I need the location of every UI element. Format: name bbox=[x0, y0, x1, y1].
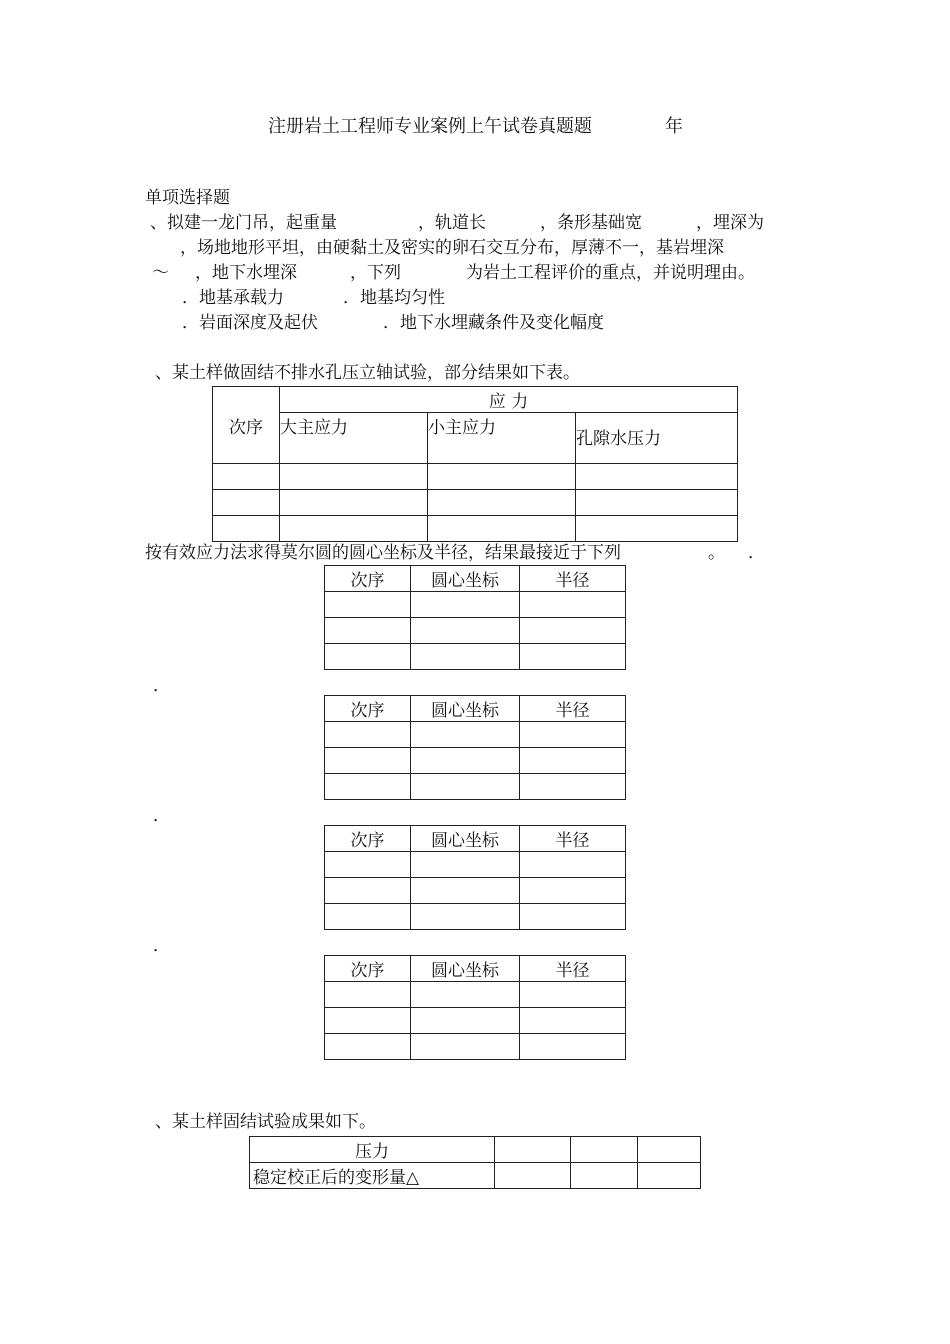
table-row bbox=[213, 490, 738, 516]
table-row bbox=[325, 592, 626, 618]
q3-intro: 、某土样固结试验成果如下。 bbox=[155, 1112, 376, 1132]
q2-stress-table bbox=[212, 386, 738, 542]
q2-col-group-stress: 应 力 bbox=[280, 387, 738, 413]
header-center: 圆心坐标 bbox=[411, 826, 520, 852]
table-row bbox=[325, 722, 626, 748]
q2-option-marker-b: ． bbox=[153, 676, 170, 696]
q2-option-marker-c: ． bbox=[153, 806, 170, 826]
section-heading: 单项选择题 bbox=[145, 188, 230, 208]
q1-line3-c: ，下列 bbox=[350, 263, 401, 283]
q1-option-b: ．地基均匀性 bbox=[343, 288, 445, 308]
q3-consolidation-table bbox=[249, 1136, 701, 1189]
q2-option-table-d bbox=[324, 955, 626, 1060]
q1-line1-d: ，埋深为 bbox=[696, 213, 764, 233]
q2-option-table-a bbox=[324, 565, 626, 670]
table-row bbox=[325, 1008, 626, 1034]
table-row bbox=[213, 464, 738, 490]
q2-option-marker-a: ． bbox=[748, 543, 765, 563]
header-radius: 半径 bbox=[520, 956, 626, 982]
q1-line1-b: ，轨道长 bbox=[418, 213, 486, 233]
q3-row-deformation: 稳定校正后的变形量△ bbox=[250, 1163, 495, 1189]
header-center: 圆心坐标 bbox=[411, 956, 520, 982]
q1-line3-b: ，地下水埋深 bbox=[195, 263, 297, 283]
q1-line3-a: ～ bbox=[152, 263, 169, 283]
header-order: 次序 bbox=[325, 566, 411, 592]
q1-option-a: ．地基承载力 bbox=[182, 288, 284, 308]
q2-col-order: 次序 bbox=[213, 387, 280, 464]
q1-line2: ，场地地形平坦，由硬黏土及密实的卵石交互分布，厚薄不一，基岩埋深 bbox=[180, 238, 724, 258]
header-order: 次序 bbox=[325, 956, 411, 982]
q1-option-d: ．地下水埋藏条件及变化幅度 bbox=[383, 313, 604, 333]
table-row bbox=[325, 774, 626, 800]
q2-question-end: 。 bbox=[708, 543, 725, 563]
header-center: 圆心坐标 bbox=[411, 566, 520, 592]
q2-intro: 、某土样做固结不排水孔压立轴试验，部分结果如下表。 bbox=[155, 363, 580, 383]
q1-line1-a: 、拟建一龙门吊，起重量 bbox=[150, 213, 337, 233]
q1-option-c: ．岩面深度及起伏 bbox=[182, 313, 318, 333]
q2-col-major: 大主应力 bbox=[280, 413, 428, 464]
q1-line3-d: 为岩土工程评价的重点，并说明理由。 bbox=[466, 263, 755, 283]
q3-row-pressure: 压力 bbox=[250, 1137, 495, 1163]
header-radius: 半径 bbox=[520, 566, 626, 592]
q2-question: 按有效应力法求得莫尔圆的圆心坐标及半径，结果最接近于下列 bbox=[145, 543, 621, 563]
header-radius: 半径 bbox=[520, 696, 626, 722]
header-order: 次序 bbox=[325, 696, 411, 722]
table-row bbox=[325, 878, 626, 904]
table-row bbox=[325, 852, 626, 878]
table-row bbox=[325, 1034, 626, 1060]
table-row bbox=[213, 516, 738, 542]
header-radius: 半径 bbox=[520, 826, 626, 852]
q1-line1-c: ，条形基础宽 bbox=[540, 213, 642, 233]
header-center: 圆心坐标 bbox=[411, 696, 520, 722]
table-row bbox=[325, 644, 626, 670]
q2-option-marker-d: ． bbox=[153, 936, 170, 956]
q2-col-minor: 小主应力 bbox=[428, 413, 576, 464]
page-title: 注册岩土工程师专业案例上午试卷真题题 bbox=[268, 116, 592, 137]
page-title-year: 年 bbox=[665, 116, 683, 137]
q2-option-table-c bbox=[324, 825, 626, 930]
q2-option-table-b bbox=[324, 695, 626, 800]
q2-col-pore: 孔隙水压力 bbox=[576, 413, 738, 464]
table-row bbox=[325, 904, 626, 930]
table-row bbox=[325, 982, 626, 1008]
table-row bbox=[325, 618, 626, 644]
table-row bbox=[325, 748, 626, 774]
header-order: 次序 bbox=[325, 826, 411, 852]
